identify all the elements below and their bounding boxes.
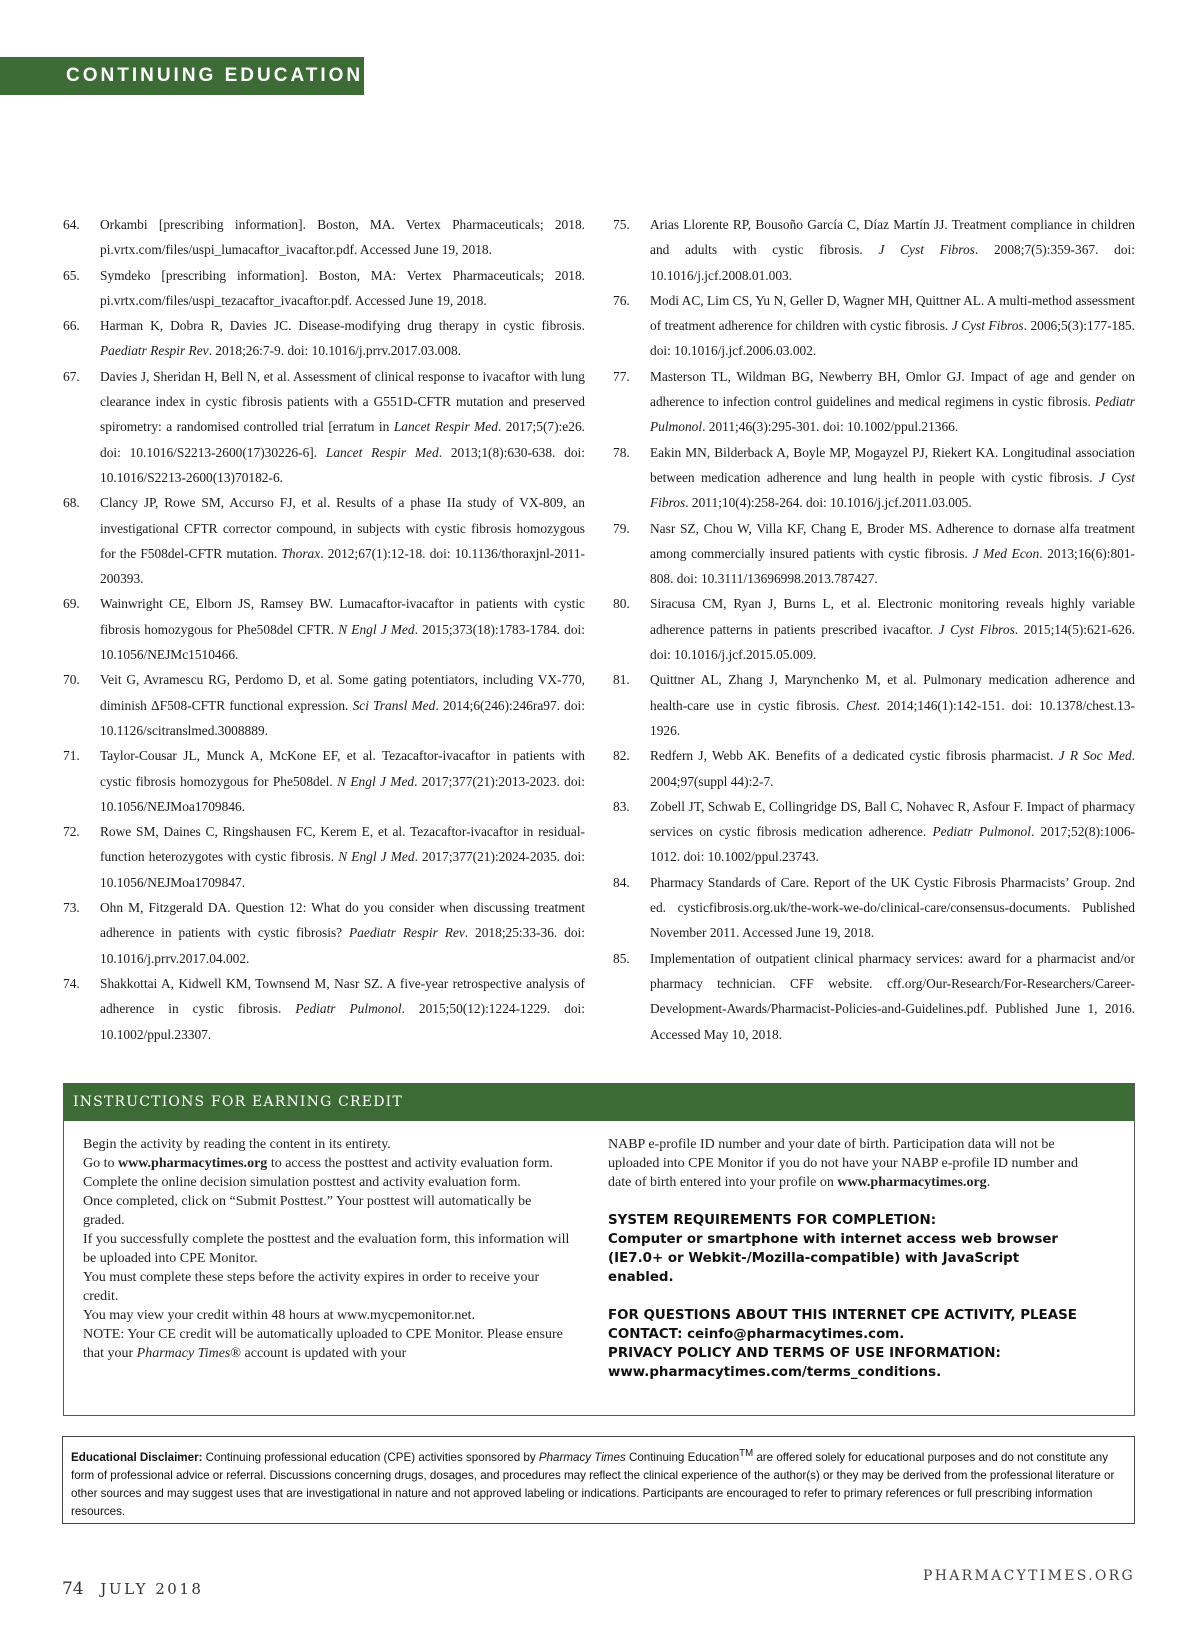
text-run: Masterson TL, Wildman BG, Newberry BH, Omlor GJ. Impact of age and gender on adherence to infection control guidelines and medical regimens in cystic fibrosis. — [650, 368, 1135, 410]
text-run: . 2012;67(1):12-18. doi: 10.1136/thoraxjnl-2011-200393. — [100, 545, 585, 587]
reference-text — [650, 212, 1135, 288]
reference-item — [613, 288, 1135, 364]
reference-text — [100, 971, 585, 1047]
reference-number: 83. — [613, 798, 630, 814]
reference-text — [100, 591, 585, 667]
reference-text — [650, 288, 1135, 364]
reference-item — [63, 263, 585, 314]
text-run: . 2008;7(5):359-367. doi: 10.1016/j.jcf.2008.01.003. — [650, 242, 1135, 283]
reference-item — [63, 895, 585, 971]
system-requirements-heading: SYSTEM REQUIREMENTS FOR COMPLETION: — [608, 1213, 937, 1228]
reference-item — [613, 516, 1135, 592]
text-run: Thorax — [281, 545, 321, 561]
text-run: Taylor-Cousar JL, Munck A, McKone EF, et al. Tezacaftor-ivacaftor in patients with cystic fibrosis homozygous for Phe508del. — [100, 748, 585, 789]
reference-number: 72. — [63, 824, 80, 840]
reference-text — [650, 870, 1135, 946]
text-run: Pharmacy Times — [538, 1450, 626, 1464]
text-run: Continuing Education — [625, 1450, 740, 1464]
reference-text — [100, 743, 585, 819]
text-run: www.pharmacytimes.org — [837, 1175, 987, 1190]
reference-text — [650, 440, 1135, 516]
reference-item — [613, 946, 1135, 1047]
text-run: . 2006;5(3):177-185. doi: 10.1016/j.jcf.2006.03.002. — [650, 318, 1135, 359]
text-run: N Engl J Med — [338, 621, 415, 637]
text-run: Pharmacy Times — [136, 1346, 231, 1361]
text-run: Symdeko [prescribing information]. Boston, MA: Vertex Pharmaceuticals; 2018. pi.vrtx.com/files/uspi_tezacaftor_ivacaftor.pdf. Accessed June 19, 2018. — [100, 267, 585, 308]
text-run: Chest — [846, 697, 877, 713]
text-run: www.pharmacytimes.org — [118, 1156, 268, 1171]
educational-disclaimer — [62, 1436, 1135, 1524]
reference-item — [613, 440, 1135, 516]
issue-date: JULY 2018 — [100, 1580, 204, 1598]
text-run: Educational Disclaimer: — [71, 1450, 203, 1464]
reference-text — [650, 516, 1135, 592]
questions-contact-line: FOR QUESTIONS ABOUT THIS INTERNET CPE ACTIVITY, PLEASE — [608, 1308, 1077, 1323]
reference-number: 75. — [613, 217, 630, 232]
text-run: You must complete these steps before the activity expires in order to receive your credit. — [83, 1270, 540, 1304]
text-run: . 2017;377(21):2013-2023. doi: 10.1056/NEJMoa1709846. — [100, 773, 585, 814]
instruction-step — [83, 1154, 573, 1173]
system-requirements-line: (IE7.0+ or Webkit-/Mozilla-compatible) with JavaScript enabled. — [608, 1251, 1020, 1285]
system-requirements-line: Computer or smartphone with internet access web browser — [608, 1232, 1059, 1247]
text-run: Clancy JP, Rowe SM, Accurso FJ, et al. Results of a phase IIa study of VX-809, an investigational CFTR corrector compound, in subjects with cystic fibrosis homozygous for the F508del-CFTR mutation. — [100, 495, 585, 561]
instruction-step — [83, 1306, 573, 1325]
reference-number: 81. — [613, 672, 630, 688]
reference-item — [63, 971, 585, 1047]
reference-number: 69. — [63, 596, 80, 612]
text-run: TM — [739, 1448, 754, 1459]
reference-number: 70. — [63, 672, 80, 688]
reference-item — [613, 667, 1135, 743]
reference-number: 85. — [613, 950, 630, 966]
text-run: . 2015;14(5):621-626. doi: 10.1016/j.jcf.2015.05.009. — [650, 621, 1135, 663]
reference-number: 80. — [613, 596, 630, 612]
text-run: NOTE: Your CE credit will be automatically uploaded to CPE Monitor. Please ensure that your — [83, 1327, 563, 1361]
website-footer: PHARMACYTIMES.ORG — [923, 1568, 1135, 1584]
text-run: Davies J, Sheridan H, Bell N, et al. Assessment of clinical response to ivacaftor with lung clearance index in cystic fibrosis patients with a G551D-CFTR mutation and preserved spirometry: a randomised controlled trial [erratum in — [100, 368, 585, 435]
page-number: 74 — [62, 1579, 84, 1599]
reference-item — [63, 364, 585, 490]
text-run: If you successfully complete the posttest and the evaluation form, this information will be uploaded into CPE Monitor. — [83, 1232, 570, 1266]
reference-item — [613, 212, 1135, 288]
text-run: Zobell JT, Schwab E, Collingridge DS, Ball C, Nohavec R, Asfour F. Impact of pharmacy services on cystic fibrosis medication adherence. — [650, 798, 1135, 840]
text-run: . 2014;146(1):142-151. doi: 10.1378/chest.13-1926. — [650, 697, 1135, 738]
reference-text — [100, 819, 585, 895]
privacy-policy-link[interactable]: www.pharmacytimes.com/terms_conditions. — [608, 1365, 942, 1380]
reference-text — [100, 212, 585, 263]
reference-column-right — [613, 212, 1135, 1047]
reference-list — [63, 212, 1135, 1047]
reference-column-left — [63, 212, 585, 1047]
text-run: Orkambi [prescribing information]. Boston, MA. Vertex Pharmaceuticals; 2018. pi.vrtx.com/files/uspi_lumacaftor_ivacaftor.pdf. Accessed June 19, 2018. — [100, 217, 585, 258]
reference-number: 67. — [63, 368, 80, 384]
text-run: . 2013;1(8):630-638. doi: 10.1016/S2213-2600(13)70182-6. — [100, 444, 585, 485]
text-run: Eakin MN, Bilderback A, Boyle MP, Mogayzel PJ, Riekert KA. Longitudinal association between medication adherence and lung health in people with cystic fibrosis. — [650, 444, 1135, 485]
instructions-box — [63, 1083, 1135, 1416]
text-run: . 2018;26:7-9. doi: 10.1016/j.prrv.2017.03.008. — [208, 343, 462, 359]
reference-text — [650, 667, 1135, 743]
reference-item — [613, 364, 1135, 440]
reference-text — [650, 743, 1135, 794]
text-run: Paediatr Respir Rev — [100, 343, 209, 359]
reference-number: 73. — [63, 900, 80, 916]
text-run: Begin the activity by reading the content in its entirety. — [83, 1137, 391, 1152]
instruction-step — [83, 1135, 573, 1154]
text-run: Shakkottai A, Kidwell KM, Townsend M, Nasr SZ. A five-year retrospective analysis of adherence in cystic fibrosis. — [100, 975, 585, 1017]
text-run: Sci Transl Med — [352, 697, 436, 713]
text-run: . 2013;16(6):801-808. doi: 10.3111/13696998.2013.787427. — [650, 545, 1135, 587]
reference-number: 78. — [613, 444, 630, 460]
text-run: to access the posttest and activity evaluation form. — [267, 1156, 554, 1171]
reference-item — [63, 490, 585, 591]
text-run: . 2017;377(21):2024-2035. doi: 10.1056/NEJMoa1709847. — [100, 849, 585, 890]
privacy-policy-heading: PRIVACY POLICY AND TERMS OF USE INFORMATION: — [608, 1346, 1001, 1361]
text-run: . 2017;52(8):1006-1012. doi: 10.1002/ppul.23743. — [650, 824, 1135, 865]
instruction-step — [83, 1173, 573, 1192]
text-run: Rowe SM, Daines C, Ringshausen FC, Kerem E, et al. Tezacaftor-ivacaftor in residual-function heterozygotes with cystic fibrosis. — [100, 824, 585, 865]
text-run: Lancet Respir Med — [393, 419, 498, 435]
text-run: . 2004;97(suppl 44):2-7. — [650, 748, 1135, 789]
reference-item — [63, 591, 585, 667]
instructions-steps — [83, 1135, 573, 1382]
reference-text — [100, 895, 585, 971]
text-run: J Cyst Fibros — [951, 318, 1024, 334]
text-run: J Cyst Fibros — [938, 621, 1015, 637]
text-run: . 2011;46(3):295-301. doi: 10.1002/ppul.21366. — [702, 419, 959, 435]
text-run: Pediatr Pulmonol — [650, 394, 1135, 435]
text-run: J R Soc Med — [1058, 748, 1132, 764]
text-run: Ohn M, Fitzgerald DA. Question 12: What do you consider when discussing treatment adherence in patients with cystic fibrosis? — [100, 900, 585, 941]
text-run: Quittner AL, Zhang J, Marynchenko M, et al. Pulmonary medication adherence and health-care use in cystic fibrosis. — [650, 672, 1135, 713]
text-run: . 2018;25:33-36. doi: 10.1016/j.prrv.2017.04.002. — [100, 925, 585, 966]
text-run: . 2015;50(12):1224-1229. doi: 10.1002/ppul.23307. — [100, 1001, 585, 1042]
instruction-step — [83, 1325, 573, 1363]
reference-number: 76. — [613, 292, 630, 308]
reference-item — [613, 794, 1135, 870]
reference-item — [613, 591, 1135, 667]
text-run: J Med Econ — [972, 545, 1040, 561]
reference-text — [100, 364, 585, 490]
reference-text — [100, 263, 585, 314]
text-run: Complete the online decision simulation posttest and activity evaluation form. — [83, 1175, 521, 1190]
reference-text — [650, 946, 1135, 1047]
reference-number: 68. — [63, 495, 80, 511]
instructions-heading: INSTRUCTIONS FOR EARNING CREDIT — [64, 1084, 1134, 1121]
reference-number: 79. — [613, 520, 630, 536]
reference-item — [63, 313, 585, 364]
instructions-right — [608, 1135, 1088, 1382]
text-run: N Engl J Med — [338, 849, 415, 865]
section-banner: CONTINUING EDUCATION — [0, 57, 364, 95]
text-run: Once completed, click on “Submit Posttest.” Your posttest will automatically be graded. — [83, 1194, 532, 1228]
reference-number: 66. — [63, 318, 80, 334]
text-run: Pediatr Pulmonol — [295, 1001, 402, 1017]
text-run: NABP e-profile ID number and your date of birth. Participation data will not be uploaded into CPE Monitor if you do not have your NABP e-profile ID number and date of birth entered into your profile on — [608, 1137, 1078, 1190]
text-run: are offered solely for educational purposes and do not constitute any form of professional advice or referral. Discussions concerning drugs, dosages, and procedures may reflect the clinical experience of the author(s) or they may be derived from the professional literature or other sources and may suggest uses that are investigational in nature and not approved labeling or indications. Participants are encouraged to refer to primary references or full prescribing information resources. — [71, 1450, 1115, 1519]
text-run: J Cyst Fibros — [650, 469, 1136, 511]
text-run: . — [986, 1175, 991, 1190]
text-run: Redfern J, Webb AK. Benefits of a dedicated cystic fibrosis pharmacist. — [650, 748, 1059, 764]
reference-text — [100, 667, 585, 743]
text-run: Veit G, Avramescu RG, Perdomo D, et al. Some gating potentiators, including VX-770, diminish ΔF508-CFTR functional expression. — [100, 672, 585, 713]
text-run: . 2014;6(246):246ra97. doi: 10.1126/scitranslmed.3008889. — [100, 697, 586, 738]
text-run: Wainwright CE, Elborn JS, Ramsey BW. Lumacaftor-ivacaftor in patients with cystic fibrosis homozygous for Phe508del CFTR. — [100, 596, 585, 637]
text-run: Paediatr Respir Rev — [349, 925, 465, 941]
text-run: Go to — [83, 1156, 118, 1171]
nabp-profile-note — [608, 1135, 1088, 1192]
reference-number: 71. — [63, 748, 80, 764]
text-run: Continuing professional education (CPE) activities sponsored by — [202, 1450, 539, 1464]
text-run: Lancet Respir Med — [325, 444, 439, 460]
instruction-step — [83, 1268, 573, 1306]
instruction-step — [83, 1230, 573, 1268]
text-run: Pharmacy Standards of Care. Report of the UK Cystic Fibrosis Pharmacists’ Group. 2nd ed. cysticfibrosis.org.uk/the-work-we-do/clinical-care/consensus-documents. Published November 2011. Accessed June 19, 2018. — [650, 874, 1135, 941]
reference-item — [63, 819, 585, 895]
text-run: J Cyst Fibros — [878, 242, 975, 258]
reference-text — [650, 591, 1135, 667]
reference-item — [63, 743, 585, 819]
questions-contact-line: CONTACT: ceinfo@pharmacytimes.com. — [608, 1327, 905, 1342]
reference-number: 82. — [613, 748, 630, 764]
reference-item — [613, 870, 1135, 946]
text-run: ® account is updated with your — [230, 1346, 407, 1361]
text-run: N Engl J Med — [337, 773, 415, 789]
reference-number: 74. — [63, 975, 80, 991]
reference-number: 77. — [613, 368, 630, 384]
reference-number: 65. — [63, 267, 80, 283]
text-run: Siracusa CM, Ryan J, Burns L, et al. Electronic monitoring reveals highly variable adherence patterns in patients prescribed ivacaftor. — [650, 596, 1135, 637]
reference-text — [100, 490, 585, 591]
text-run: Pediatr Pulmonol — [932, 824, 1031, 840]
text-run: Nasr SZ, Chou W, Villa KF, Chang E, Broder MS. Adherence to dornase alfa treatment among commercially insured patients with cystic fibrosis. — [650, 520, 1135, 561]
text-run: Modi AC, Lim CS, Yu N, Geller D, Wagner MH, Quittner AL. A multi-method assessment of treatment adherence for children with cystic fibrosis. — [650, 292, 1135, 334]
text-run: . 2011;10(4):258-264. doi: 10.1016/j.jcf.2011.03.005. — [685, 495, 972, 511]
reference-item — [63, 212, 585, 263]
reference-number: 64. — [63, 217, 80, 232]
reference-number: 84. — [613, 874, 630, 890]
text-run: . 2015;373(18):1783-1784. doi: 10.1056/NEJMc1510466. — [100, 621, 585, 663]
reference-text — [650, 364, 1135, 440]
reference-item — [63, 667, 585, 743]
reference-text — [650, 794, 1135, 870]
text-run: You may view your credit within 48 hours at www.mycpemonitor.net. — [83, 1308, 475, 1323]
text-run: Implementation of outpatient clinical pharmacy services: award for a pharmacist and/or pharmacy technician. CFF website. cff.org/Our-Research/For-Researchers/Career-Development-Awards/Pharmacist-Policies-and-Guidelines.pdf. Published June 1, 2016. Accessed May 10, 2018. — [650, 950, 1135, 1042]
text-run: . 2017;5(7):e26. doi: 10.1016/S2213-2600(17)30226-6]. — [100, 419, 585, 460]
reference-item — [613, 743, 1135, 794]
text-run: Harman K, Dobra R, Davies JC. Disease-modifying drug therapy in cystic fibrosis. — [100, 318, 585, 334]
text-run: Arias Llorente RP, Bousoño García C, Díaz Martín JJ. Treatment compliance in children and adults with cystic fibrosis. — [650, 217, 1135, 258]
instruction-step — [83, 1192, 573, 1230]
page-footer-left — [62, 1579, 203, 1599]
reference-text — [100, 313, 585, 364]
